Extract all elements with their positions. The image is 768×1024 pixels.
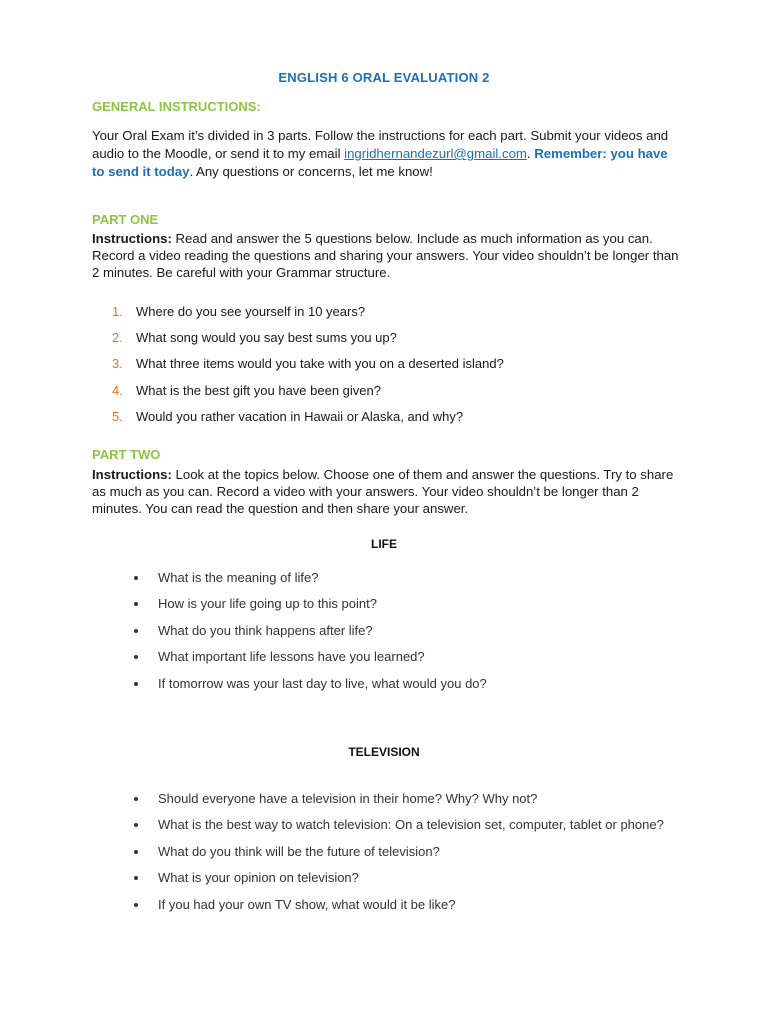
question-text: Where do you see yourself in 10 years? — [136, 303, 366, 319]
question-text: What is the best gift you have been given? — [136, 382, 381, 398]
list-item: What is your opinion on television? — [130, 865, 690, 891]
list-number: 2. — [112, 329, 123, 345]
intro-text: Your Oral Exam it’s divided in 3 parts. Follow the instructions for each part. Submit your videos and audio to the Moodle, or send it to my email — [92, 128, 669, 161]
question-text: What song would you say best sums you up? — [136, 329, 397, 345]
list-item: What important life lessons have you learned? — [130, 644, 690, 670]
list-item: What is the best way to watch television: On a television set, computer, tablet or phone? — [130, 812, 690, 838]
list-item: Should everyone have a television in their home? Why? Why not? — [130, 786, 690, 812]
question-text: Would you rather vacation in Hawaii or Alaska, and why? — [136, 408, 464, 424]
list-item — [112, 324, 504, 350]
list-item — [112, 298, 504, 324]
remember-note: Remember: you have to send it today — [92, 146, 668, 179]
list-item: What do you think happens after life? — [130, 618, 690, 644]
document-title: ENGLISH 6 ORAL EVALUATION 2 — [278, 70, 490, 85]
intro-closing: . Any questions or concerns, let me know! — [189, 164, 433, 179]
list-number: 4. — [112, 382, 123, 398]
life-question-list — [130, 565, 690, 697]
instructions-text: Look at the topics below. Choose one of them and answer the questions. Try to share as much as you can. Record a video with your answers. Your video shouldn’t be longer than 2 minutes. You can read the question and then share your answer. — [92, 467, 674, 516]
list-item — [112, 403, 504, 429]
part-one-heading: PART ONE — [92, 212, 159, 227]
list-number: 3. — [112, 356, 123, 372]
topic-life-title: LIFE — [371, 537, 397, 551]
list-item: What do you think will be the future of television? — [130, 839, 690, 865]
part-two-instructions — [92, 466, 682, 517]
television-question-list — [130, 786, 690, 918]
intro-period: . — [526, 146, 531, 161]
general-instructions-heading: GENERAL INSTRUCTIONS: — [92, 99, 261, 114]
instructions-label: Instructions: — [92, 467, 172, 482]
list-item: If you had your own TV show, what would it be like? — [130, 892, 690, 918]
instructions-label: Instructions: — [92, 231, 172, 246]
list-item: How is your life going up to this point? — [130, 591, 690, 617]
list-item — [112, 377, 504, 403]
list-number: 5. — [112, 408, 123, 424]
list-item: What is the meaning of life? — [130, 565, 690, 591]
topic-television-title: TELEVISION — [348, 745, 420, 759]
part-two-heading: PART TWO — [92, 447, 161, 462]
email-link[interactable]: ingridhernandezurl@gmail.com — [344, 146, 527, 161]
instructions-text: Read and answer the 5 questions below. Include as much information as you can. Record a video reading the questions and sharing your answers. Your video shouldn’t be longer than 2 minutes. Be careful with your Grammar structure. — [92, 231, 679, 280]
general-instructions-text — [92, 127, 682, 181]
list-item: If tomorrow was your last day to live, what would you do? — [130, 671, 690, 697]
question-text: What three items would you take with you on a deserted island? — [136, 356, 504, 372]
part-one-question-list — [112, 298, 504, 429]
list-number: 1. — [112, 303, 123, 319]
list-item — [112, 351, 504, 377]
part-one-instructions — [92, 230, 682, 281]
